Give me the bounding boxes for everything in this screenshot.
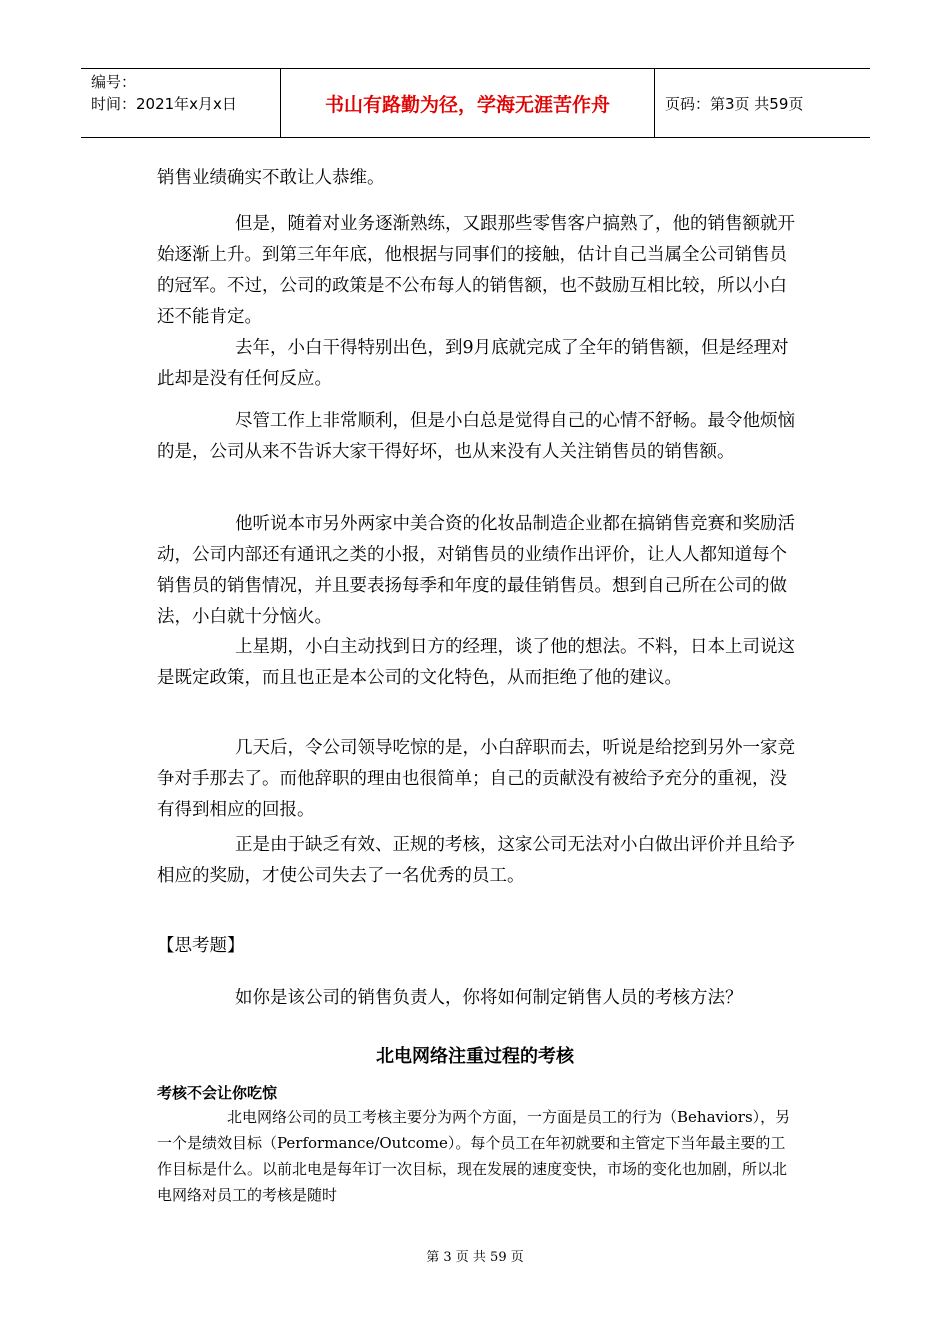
paragraph-8: 正是由于缺乏有效、正规的考核，这家公司无法对小白做出评价并且给予相应的奖励，才使公司失去了一名优秀的员工。 — [157, 835, 795, 886]
header-meta — [81, 69, 281, 137]
header-table — [81, 68, 870, 138]
question-heading: 【思考题】 — [157, 936, 245, 956]
question-text: 如你是该公司的销售负责人，你将如何制定销售人员的考核方法？ — [235, 988, 743, 1008]
time-label: 时间：2021年x月x日 — [91, 95, 237, 113]
page-footer: 第 3 页 共 59 页 — [426, 1250, 524, 1265]
paragraph-7: 几天后，令公司领导吃惊的是，小白辞职而去，听说是给挖到另外一家竞争对手那去了。而他辞职的理由也很简单；自己的贡献没有被给予充分的重视，没有得到相应的回报。 — [157, 738, 795, 820]
header-page-label: 页码：第3页 共59页 — [665, 94, 804, 113]
paragraph-1: 销售业绩确实不敢让人恭维。 — [157, 168, 385, 188]
number-label: 编号： — [91, 73, 137, 91]
paragraph-3: 去年，小白干得特别出色，到9月底就完成了全年的销售额，但是经理对此却是没有任何反应。 — [157, 338, 789, 389]
paragraph-5: 他听说本市另外两家中美合资的化妆品制造企业都在搞销售竞赛和奖励活动，公司内部还有通讯之类的小报，对销售员的业绩作出评价，让人人都知道每个销售员的销售情况，并且要表扬每季和年度的最佳销售员。想到自己所在公司的做法，小白就十分恼火。 — [157, 514, 795, 627]
section-subtitle: 考核不会让你吃惊 — [157, 1084, 278, 1102]
header-motto: 书山有路勤为径，学海无涯苦作舟 — [281, 69, 655, 137]
paragraph-2: 但是，随着对业务逐渐熟练，又跟那些零售客户搞熟了，他的销售额就开始逐渐上升。到第三年年底，他根据与同事们的接触，估计自己当属全公司销售员的冠军。不过，公司的政策是不公布每人的销售额，也不鼓励互相比较，所以小白还不能肯定。 — [157, 214, 795, 327]
paragraph-6: 上星期，小白主动找到日方的经理，谈了他的想法。不料，日本上司说这是既定政策，而且也正是本公司的文化特色，从而拒绝了他的建议。 — [157, 637, 795, 688]
section-body: 北电网络公司的员工考核主要分为两个方面，一方面是员工的行为（Behaviors），另一个是绩效目标（Performance/Outcome）。每个员工在年初就要和主管定下当年最主要的工作目标是什么。以前北电是每年订一次目标，现在发展的速度变快，市场的变化也加剧，所以北电网络对员工的考核是随时 — [157, 1108, 791, 1204]
section-title: 北电网络注重过程的考核 — [376, 1046, 574, 1067]
paragraph-4: 尽管工作上非常顺利，但是小白总是觉得自己的心情不舒畅。最令他烦恼的是，公司从来不告诉大家干得好坏，也从来没有人关注销售员的销售额。 — [157, 411, 795, 462]
